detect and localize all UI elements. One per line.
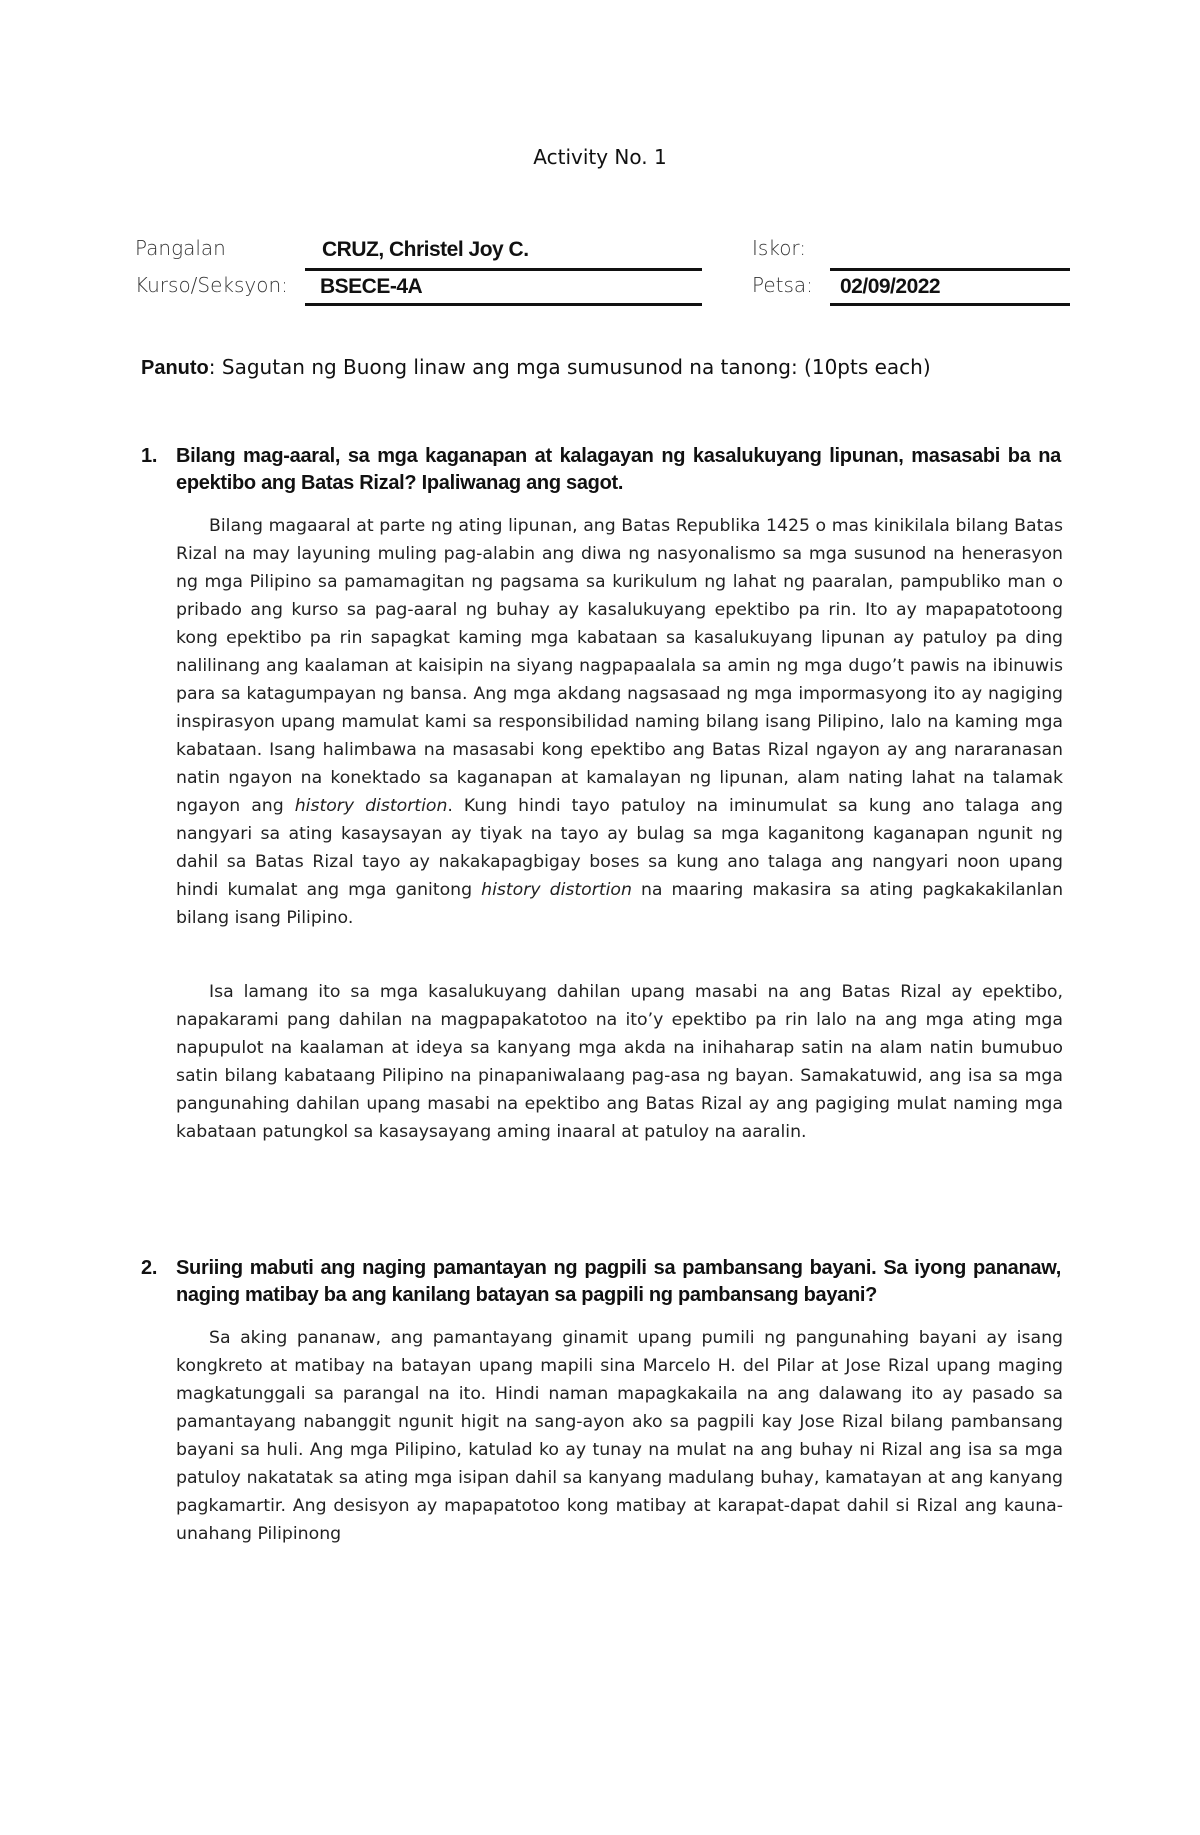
question-number: 1. — [141, 445, 158, 467]
answer-text: . Kung hindi tayo patuloy na iminumulat sa kung ano talaga ang nangyari sa ating kasaysayan ay tiyak na tayo ay bulag sa mga kaganitong kaganapan ngunit ng dahil sa Batas Rizal tayo ay nakakapagbigay boses sa kung ano talaga ang nangyari noon upang hindi kumalat ang mga ganitong — [176, 796, 1064, 900]
directive-text: : Sagutan ng Buong linaw ang mga sumusunod na tanong: (10pts each) — [208, 355, 931, 379]
question-number: 2. — [141, 1257, 158, 1279]
answer-1-paragraph-2 — [176, 978, 1063, 1146]
date-underline — [830, 303, 1070, 306]
activity-title: Activity No. 1 — [533, 145, 667, 169]
date-label: Petsa: — [752, 273, 813, 297]
answer-italic-term: history distortion — [481, 880, 632, 900]
question-1 — [141, 443, 1061, 497]
score-underline — [830, 268, 1070, 271]
section-value: BSECE-4A — [320, 275, 423, 298]
name-label: Pangalan — [135, 236, 226, 260]
directive — [141, 355, 931, 380]
name-underline — [305, 268, 702, 271]
answer-text: Sa aking pananaw, ang pamantayang ginamit upang pumili ng pangunahing bayani ay isang kongkreto at matibay na batayan upang mapili sina Marcelo H. del Pilar at Jose Rizal upang maging magkatunggali sa parangal na ito. Hindi naman mapagkakaila na ang dalawang ito ay pasado sa pamantayang nabanggit ngunit higit na sang-ayon ako sa pagpili kay Jose Rizal bilang pambansang bayani sa huli. Ang mga Pilipino, katulad ko ay tunay na mulat na ang buhay ni Rizal ang isa sa mga patuloy nakatatak sa ating mga isipan dahil sa kanyang madulang buhay, kamatayan at ang kanyang pagkamartir. Ang desisyon ay mapapatotoo kong matibay at karapat-dapat dahil si Rizal ang kauna- unahang Pilipinong — [176, 1328, 1063, 1544]
question-2 — [141, 1255, 1061, 1309]
date-value: 02/09/2022 — [840, 275, 941, 298]
section-underline — [305, 303, 702, 306]
answer-text: Isa lamang ito sa mga kasalukuyang dahilan upang masabi na ang Batas Rizal ay epektibo, napakarami pang dahilan na magpapakatotoo na ito’y epektibo pa rin lalo na ang mga ating mga napupulot na kaalaman at ideya sa kanyang mga akda na inihaharap satin na alam natin bumubuo satin bilang kabataang Pilipino na pinapaniwalaang pag-asa ng bayan. Samakatuwid, ang isa sa mga pangunahing dahilan upang masabi na epektibo ang Batas Rizal ay ang pagiging mulat naming mga kabataan patungkol sa kasaysayang aming inaaral at patuloy na aaralin. — [176, 982, 1063, 1142]
answer-1-paragraph-1 — [176, 512, 1063, 932]
question-text: Bilang mag-aaral, sa mga kaganapan at kalagayan ng kasalukuyang lipunan, masasabi ba na epektibo ang Batas Rizal? Ipaliwanag ang sagot. — [176, 445, 1061, 494]
answer-2-paragraph-1 — [176, 1324, 1063, 1548]
section-label: Kurso/Seksyon: — [135, 273, 288, 297]
answer-text: na maaring makasira sa ating pagkakakilanlan bilang isang Pilipino. — [176, 880, 1064, 928]
score-label: Iskor: — [752, 236, 807, 260]
question-text: Suriing mabuti ang naging pamantayan ng pagpili sa pambansang bayani. Sa iyong pananaw, naging matibay ba ang kanilang batayan sa pagpili ng pambansang bayani? — [176, 1257, 1061, 1306]
answer-text: Bilang magaaral at parte ng ating lipunan, ang Batas Republika 1425 o mas kinikilala bilang Batas Rizal na may layuning muling pag-alabin ang diwa ng nasyonalismo sa mga susunod na henerasyon ng mga Pilipino sa pamamagitan ng pagsama sa kurikulum ng lahat ng paaralan, pampubliko man o pribado ang kurso sa pag-aaral ng buhay ay kasalukuyang epektibo pa rin. Ito ay mapapatotoong kong epektibo pa rin sapagkat kaming mga kabataan sa kasalukuyang lipunan ay patuloy pa ding nalilinang ang kaalaman at kaisipin na siyang nagpapaalala sa amin ng mga dugo’t pawis na ibinuwis para sa katagumpayan ng bansa. Ang mga akdang nagsasaad ng mga impormasyong ito ay nagiging inspirasyon upang mamulat kami sa responsibilidad naming bilang isang Pilipino, lalo na kaming mga kabataan. Isang halimbawa na masasabi kong epektibo ang Batas Rizal ngayon ay ang nararanasan natin ngayon na konektado sa kaganapan at kamalayan ng lipunan, alam nating lahat na talamak ngayon ang — [176, 516, 1063, 816]
name-value: CRUZ, Christel Joy C. — [322, 238, 529, 261]
directive-label: Panuto — [141, 357, 209, 379]
answer-italic-term: history distortion — [294, 796, 448, 816]
